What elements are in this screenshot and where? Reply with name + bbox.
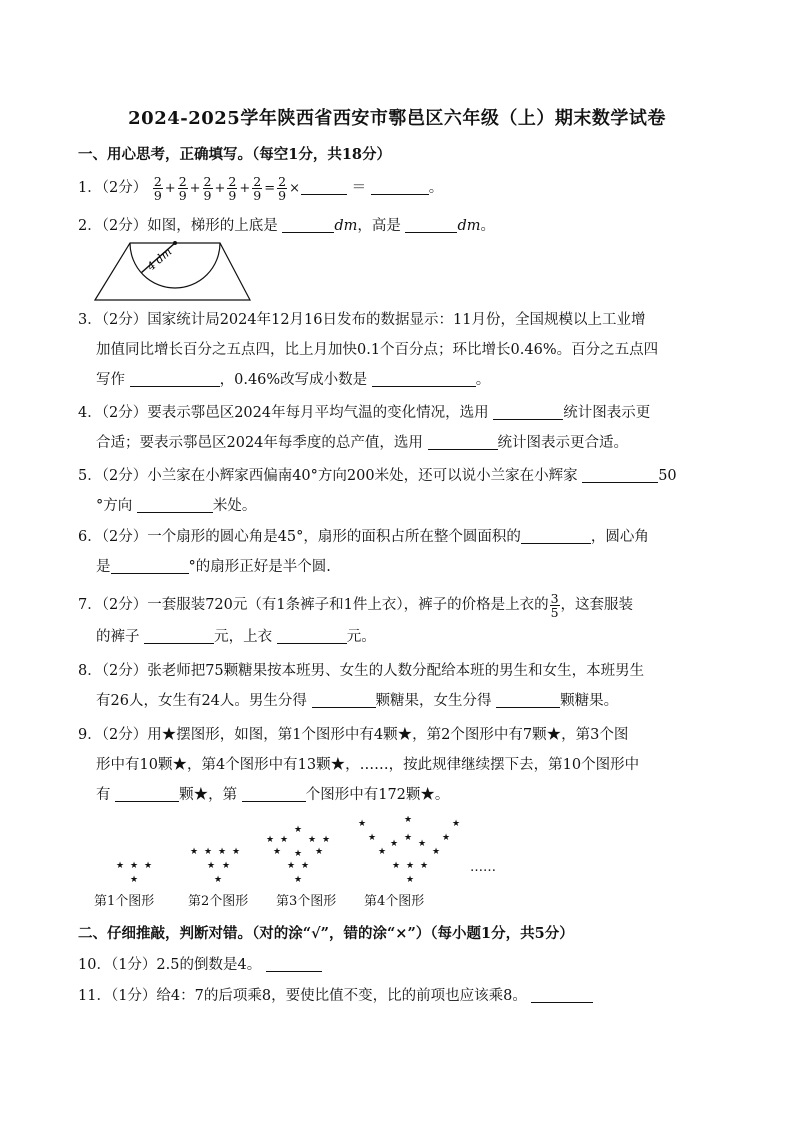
question-number: 4． [78,405,102,421]
question-number: 7． [78,597,102,613]
star-icon: ★ [293,825,303,835]
star-icon: ★ [451,819,461,829]
answer-blank[interactable] [301,178,347,195]
star-icon: ★ [405,875,415,885]
star-icon: ★ [286,861,296,871]
answer-blank[interactable] [266,955,322,972]
star-icon: ★ [367,833,377,843]
answer-blank[interactable] [405,216,457,233]
fraction: $\frac{2}{9}$ [153,173,162,203]
answer-blank[interactable] [137,496,213,513]
star-icon: ★ [300,861,310,871]
answer-blank[interactable] [115,785,179,802]
star-icon: ★ [115,861,125,871]
question-number: 8． [78,663,102,679]
figure-label-3: 第3个图形 [276,894,337,909]
star-icon: ★ [129,875,139,885]
trapezoid-semicircle-figure [94,240,254,302]
answer-blank[interactable] [582,466,658,483]
answer-blank[interactable] [371,178,429,195]
star-icon: ★ [389,839,399,849]
answer-blank[interactable] [144,627,214,644]
answer-blank[interactable] [282,216,334,233]
answer-blank[interactable] [493,403,563,420]
question-number: 9． [78,727,102,743]
question-3: 3．（2分）国家统计局2024年12月16日发布的数据显示：11月份，全国规模以上工业增 加值同比增长百分之五点四，比上月加快0.1个百分点；环比增长0.46%。百分之五点四 写作 ，0.46%改写成小数是 。 [78,312,659,388]
star-icon: ★ [293,875,303,885]
star-icon: ★ [441,833,451,843]
figure-ellipsis: …… [470,860,496,875]
fraction: $\frac{2}{9}$ [278,173,287,203]
answer-blank[interactable] [531,986,593,1003]
question-number: 3． [78,312,102,328]
star-icon: ★ [314,847,324,857]
star-icon: ★ [403,816,413,825]
section-1-heading: 一、用心思考，正确填写。（每空1分，共18分） [78,146,392,163]
star-icon: ★ [221,861,231,871]
question-9: 9．（2分）用★摆图形，如图，第1个图形中有4颗★，第2个图形中有7颗★，第3个图 形中有10颗★，第4个图形中有13颗★，……，按此规律继续摆下去，第10个图形中 有 颗★，第 个图形中有172颗★。 [78,727,640,803]
star-icon: ★ [391,861,401,871]
question-number: 10． [78,957,111,973]
answer-blank[interactable] [242,785,306,802]
star-icon: ★ [213,875,223,885]
question-11: 11．（1分）给4：7的后项乘8，要使比值不变，比的前项也应该乘8。 [78,981,723,1011]
figure-label-1: 第1个图形 [94,894,155,909]
question-1 [78,173,723,204]
star-icon: ★ [143,861,153,871]
fraction: $\frac{2}{9}$ [178,173,187,203]
star-icon: ★ [403,833,413,843]
star-pattern-figure [90,816,500,910]
question-10: 10．（1分）2.5的倒数是4。 [78,950,723,980]
question-number: 6． [78,529,102,545]
star-icon: ★ [217,847,227,857]
star-icon: ★ [419,861,429,871]
answer-blank[interactable] [312,691,376,708]
question-1-line: 1．（2分） $\frac{2}{9}$ + $\frac{2}{9}$ + $\frac{2}{9}$ + $\frac{2}{9}$ + $\frac{2}{9}$ = $\frac{2}{9}$ × ＝ 。 [78,173,444,203]
answer-blank[interactable] [277,627,347,644]
star-icon: ★ [279,835,289,845]
fraction: $\frac{2}{9}$ [203,173,212,203]
question-5: 5．（2分）小兰家在小辉家西偏南40°方向200米处，还可以说小兰家在小辉家 50 °方向 米处。 [78,468,677,514]
question-8: 8．（2分）张老师把75颗糖果按本班男、女生的人数分配给本班的男生和女生，本班男生 有26人，女生有24人。男生分得 颗糖果，女生分得 颗糖果。 [78,663,645,709]
answer-blank[interactable] [111,557,189,574]
answer-blank[interactable] [496,691,560,708]
fraction: $\frac{3}{5}$ [550,590,559,620]
fraction: $\frac{2}{9}$ [228,173,237,203]
question-number: 1． [78,180,102,196]
star-icon: ★ [293,849,303,859]
star-icon: ★ [206,861,216,871]
star-icon: ★ [189,847,199,857]
star-icon: ★ [431,847,441,857]
star-icon: ★ [129,861,139,871]
answer-blank[interactable] [428,433,498,450]
star-icon: ★ [377,847,387,857]
star-icon: ★ [357,819,367,829]
answer-blank[interactable] [130,370,220,387]
star-icon: ★ [417,839,427,849]
answer-blank[interactable] [372,370,476,387]
question-number: 5． [78,468,102,484]
question-6: 6．（2分）一个扇形的圆心角是45°，扇形的面积占所在整个圆面积的 ，圆心角 是 °的扇形正好是半个圆. [78,529,649,575]
figure-label-4: 第4个图形 [364,894,425,909]
fraction: $\frac{2}{9}$ [253,173,262,203]
figure-label-2: 第2个图形 [188,894,249,909]
question-number: 2． [78,218,102,234]
star-icon: ★ [265,835,275,845]
exam-title: 2024-2025学年陕西省西安市鄠邑区六年级（上）期末数学试卷 [128,108,666,129]
star-icon: ★ [272,847,282,857]
question-7: 7．（2分）一套服装720元（有1条裤子和1件上衣），裤子的价格是上衣的 $\frac{3}{5}$ ，这套服装 的裤子 元，上衣 元。 [78,590,634,645]
question-score: （2分） [101,180,148,196]
star-icon: ★ [405,861,415,871]
section-2-heading: 二、仔细推敲，判断对错。（对的涂“√”，错的涂“×”）（每小题1分，共5分） [78,925,574,942]
star-icon: ★ [231,847,241,857]
answer-blank[interactable] [521,527,591,544]
star-icon: ★ [203,847,213,857]
star-icon: ★ [321,835,331,845]
question-2: 2．（2分）如图，梯形的上底是 dm，高是 dm。 [78,218,496,234]
question-number: 11． [78,988,111,1004]
question-4: 4．（2分）要表示鄠邑区2024年每月平均气温的变化情况，选用 统计图表示更 合适；要表示鄠邑区2024年每季度的总产值，选用 统计图表示更合适。 [78,405,651,451]
star-icon: ★ [307,835,317,845]
radius-label: 4 dm [144,245,175,274]
